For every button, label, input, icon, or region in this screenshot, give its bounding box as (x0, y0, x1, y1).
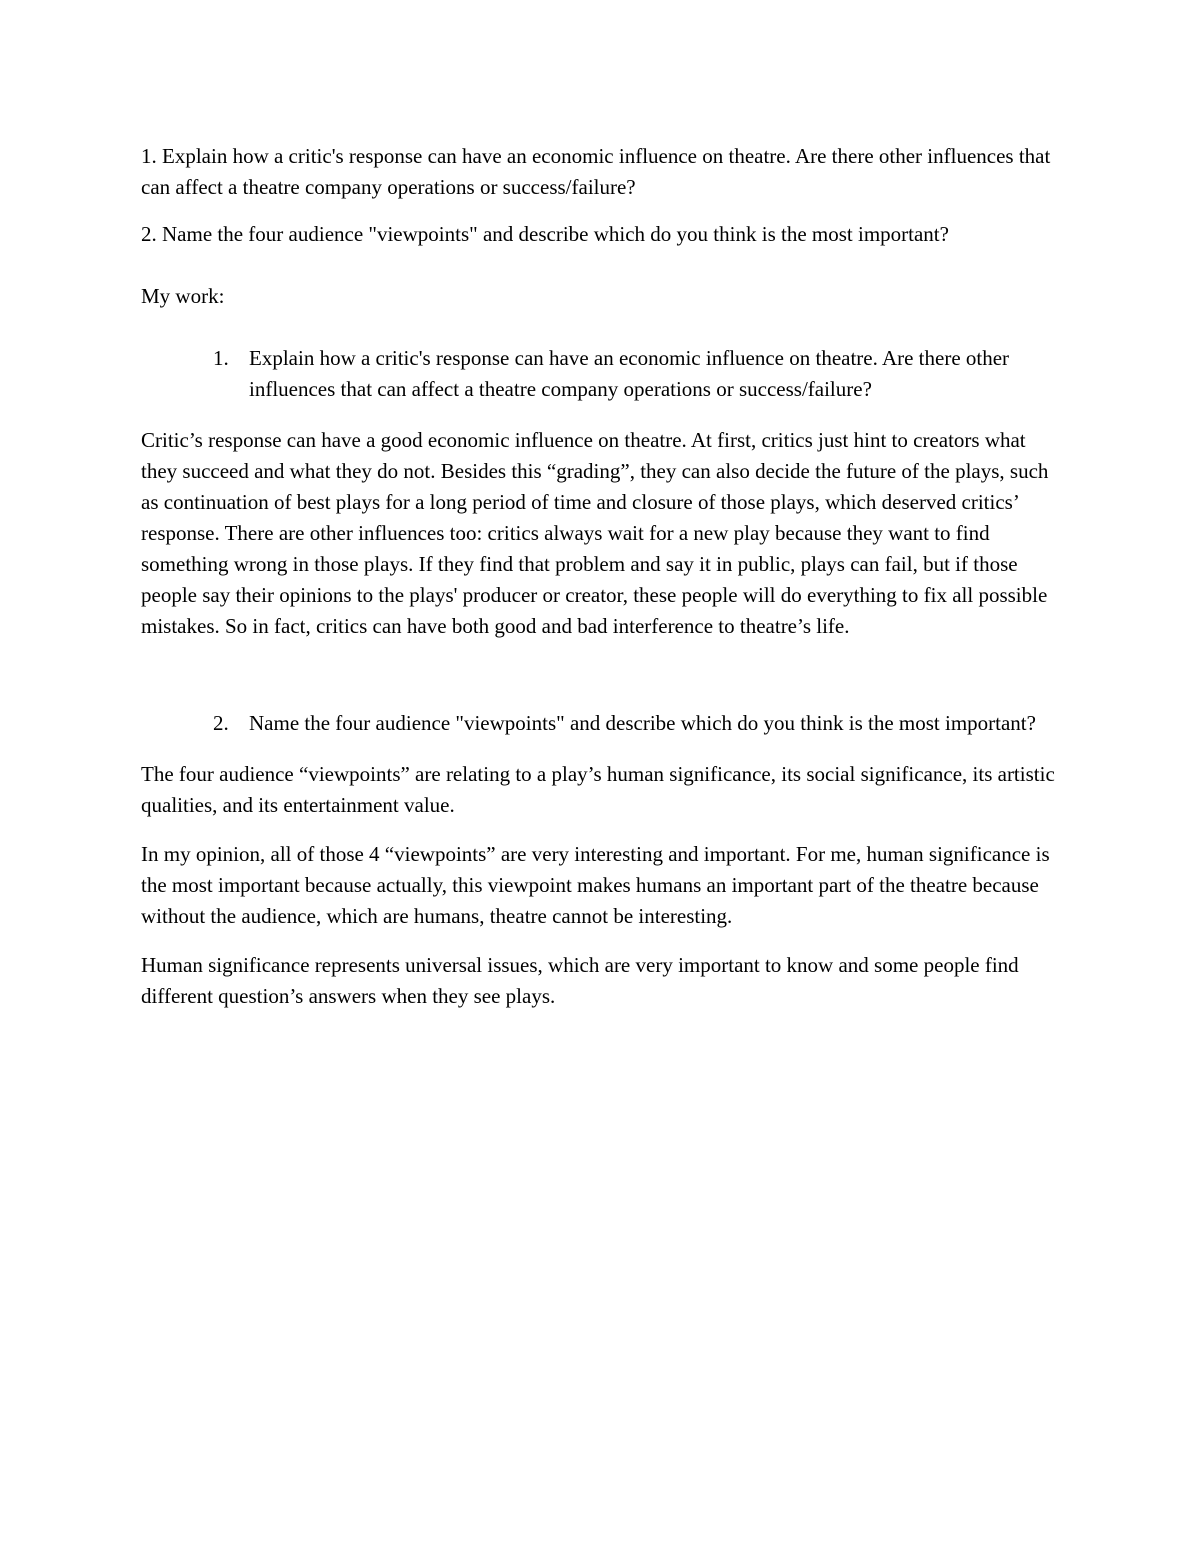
answer-1-question (141, 343, 1066, 405)
prompt-question-2: 2. Name the four audience "viewpoints" and describe which do you think is the most important? (141, 222, 949, 246)
my-work-heading: My work: (141, 284, 225, 308)
list-question-text: Name the four audience "viewpoints" and describe which do you think is the most important? (249, 711, 1036, 735)
answer-2-paragraph-3: Human significance represents universal issues, which are very important to know and some people find different question’s answers when they see plays. (141, 953, 1019, 1008)
document-body (141, 141, 1066, 1030)
list-number: 1. (213, 346, 229, 370)
list-question-text: Explain how a critic's response can have an economic influence on theatre. Are there other influences that can affect a theatre company operations or success/failure? (249, 346, 1010, 401)
answer-2-paragraph-2: In my opinion, all of those 4 “viewpoints” are very interesting and important. For me, human significance is the most important because actually, this viewpoint makes humans an important part of the theatre because without the audience, which are humans, theatre cannot be interesting. (141, 842, 1050, 928)
list-number: 2. (213, 711, 229, 735)
prompt-question-1: 1. Explain how a critic's response can have an economic influence on theatre. Are there other influences that can affect a theatre company operations or success/failure? (141, 144, 1051, 199)
answer-2-paragraph-1: The four audience “viewpoints” are relating to a play’s human significance, its social significance, its artistic qualities, and its entertainment value. (141, 762, 1055, 817)
answer-2-question (141, 708, 1066, 739)
answer-1-paragraph: Critic’s response can have a good economic influence on theatre. At first, critics just hint to creators what they succeed and what they do not. Besides this “grading”, they can also decide the future of the plays, such as continuation of best plays for a long period of time and closure of those plays, which deserved critics’ response. There are other influences too: critics always wait for a new play because they want to find something wrong in those plays. If they find that problem and say it in public, plays can fail, but if those people say their opinions to the plays' producer or creator, these people will do everything to fix all possible mistakes. So in fact, critics can have both good and bad interference to theatre’s life. (141, 428, 1049, 638)
